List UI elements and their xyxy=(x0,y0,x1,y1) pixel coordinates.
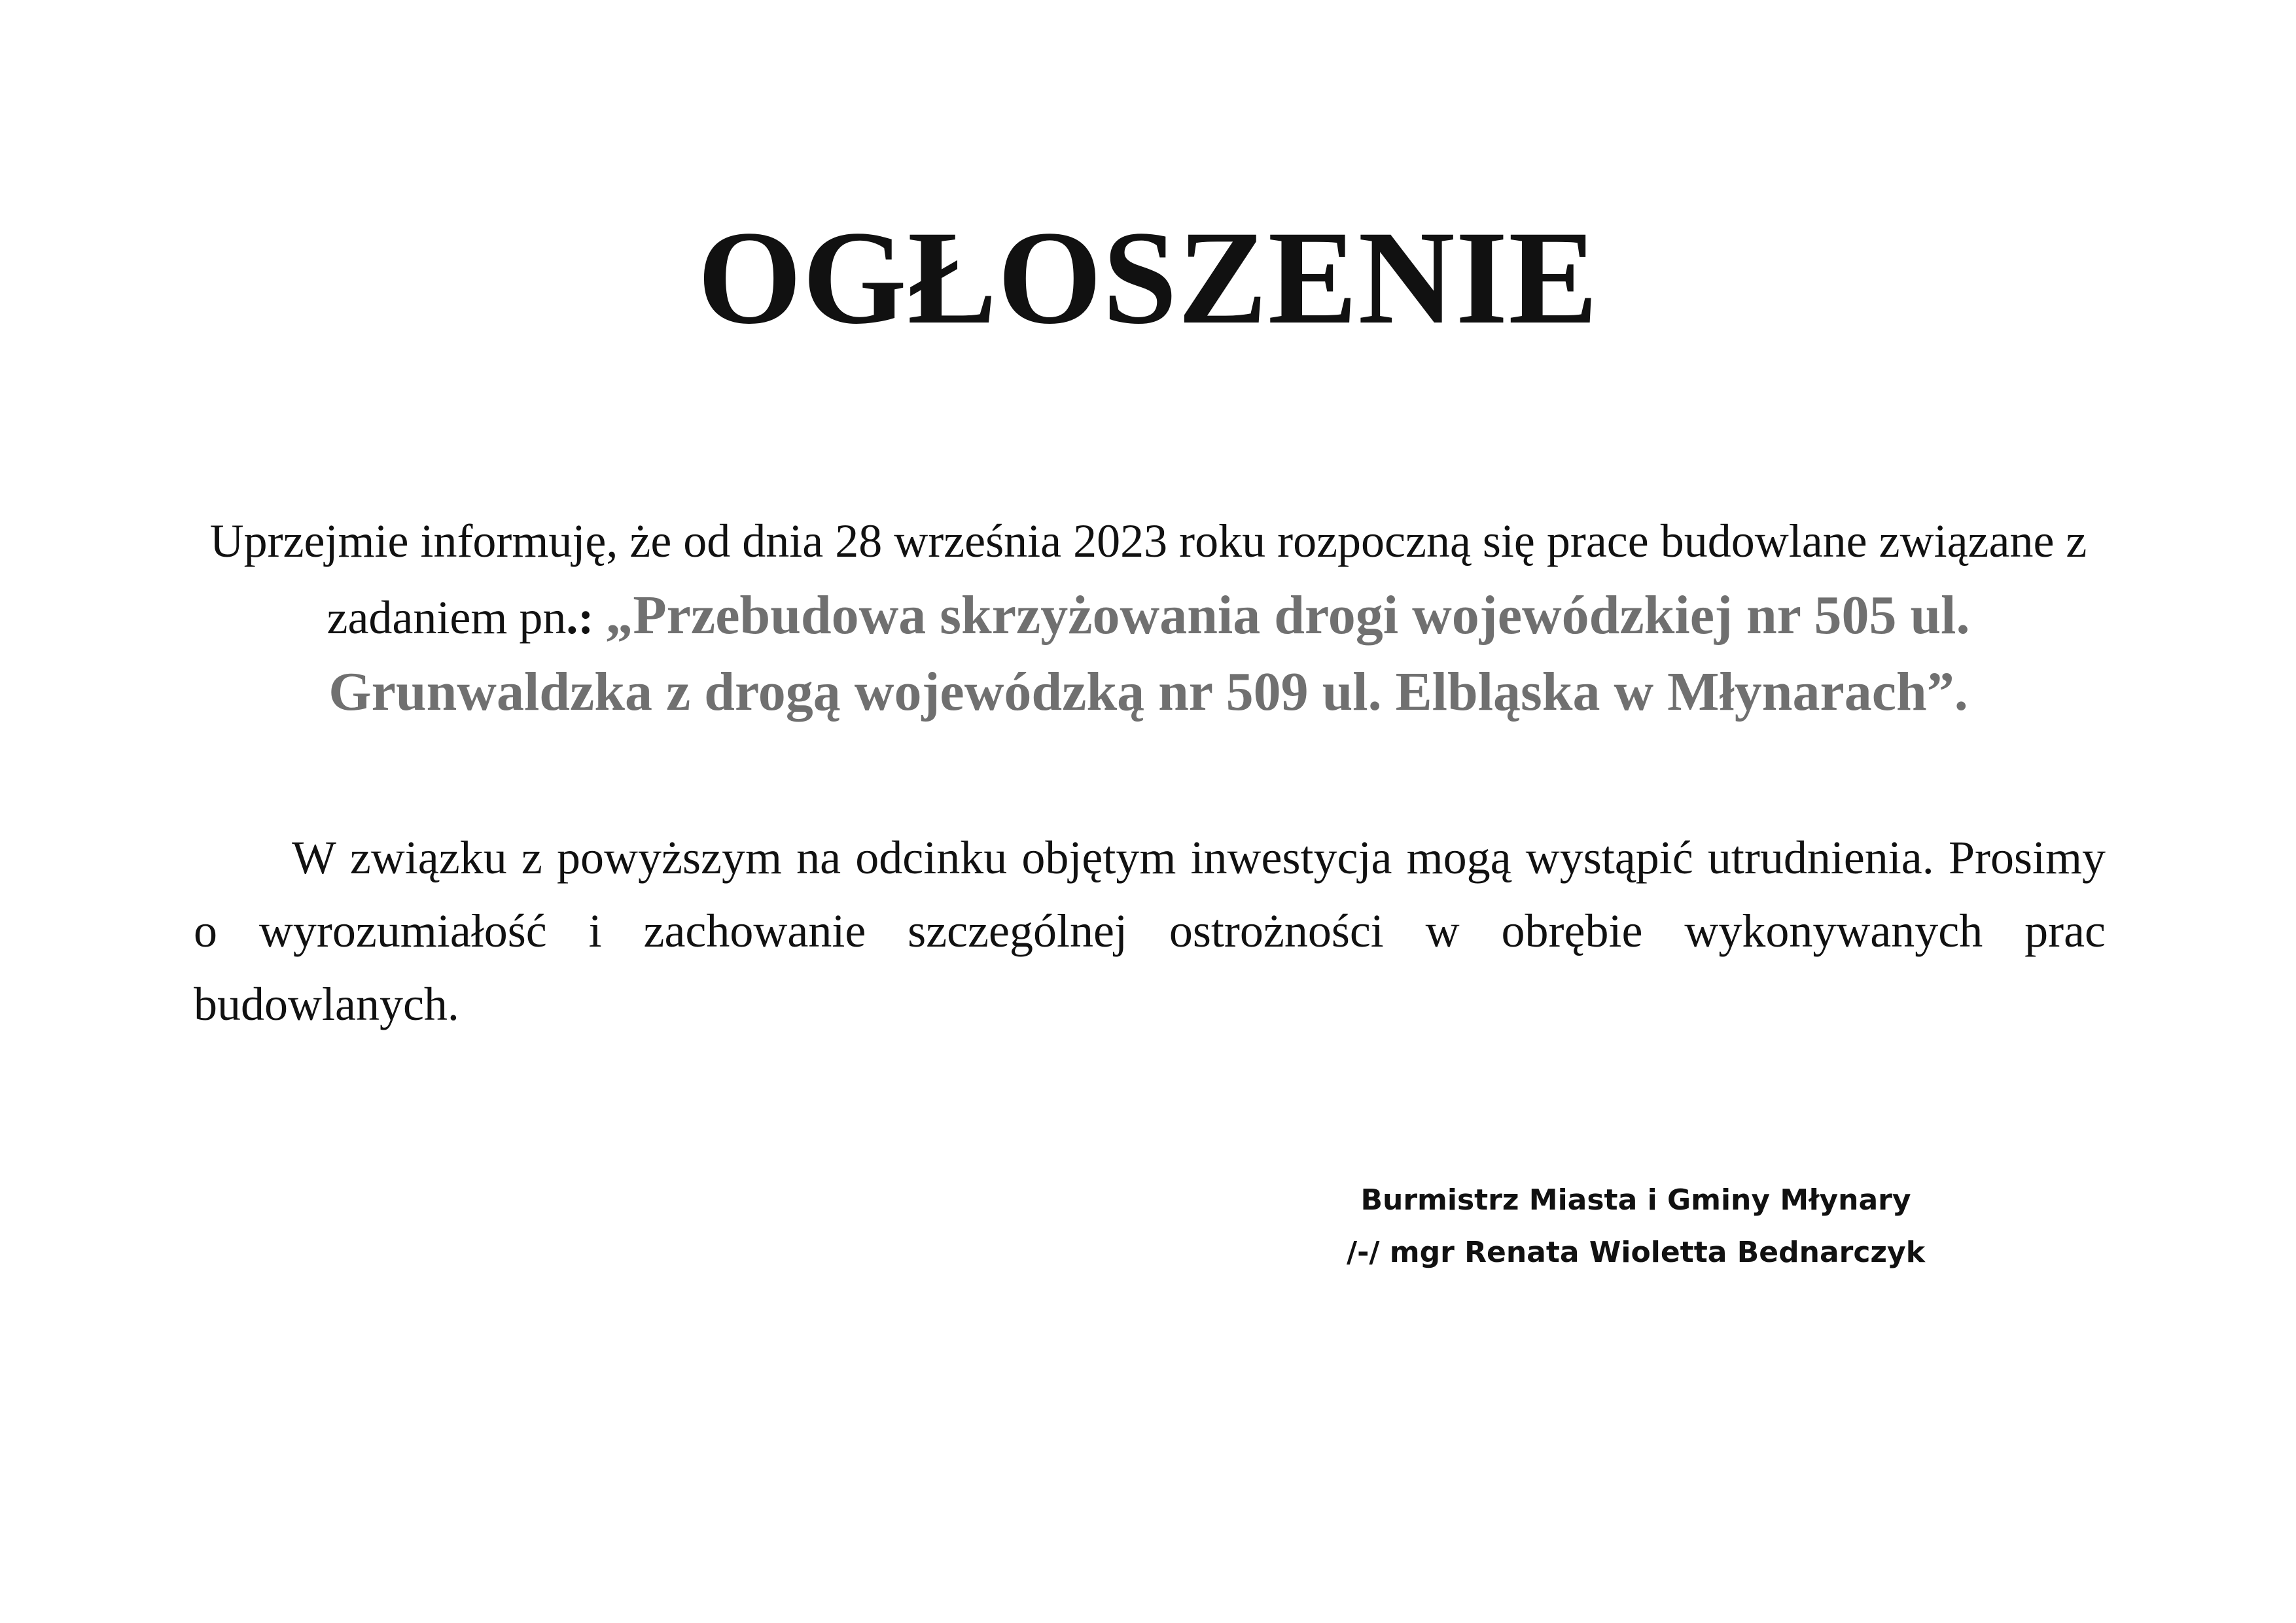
signature-name: /-/ mgr Renata Wioletta Bednarczyk xyxy=(1347,1236,1925,1269)
intro-colon: .: xyxy=(566,591,606,644)
project-name: „Przebudowa skrzyżowania drogi wojewódzkiej nr 505 ul. Grunwaldzka z drogą wojewódzką nr 509 ul. Elbląska w Młynarach”. xyxy=(328,585,1970,722)
signature-block xyxy=(1282,1174,1989,1279)
intro-paragraph xyxy=(196,504,2100,731)
signature-title: Burmistrz Miasta i Gminy Młynary xyxy=(1360,1183,1911,1217)
body-paragraph xyxy=(194,821,2106,1041)
document-title: OGŁOSZENIE xyxy=(697,203,1599,352)
body-text: W związku z powyższym na odcinku objętym inwestycja mogą wystąpić utrudnienia. Prosimy o wyrozumiałość i zachowanie szczególnej ostrożności w obrębie wykonywanych prac budowlanych. xyxy=(194,831,2106,1030)
intro-lead-text: Uprzejmie informuję, że od dnia 28 września 2023 roku rozpoczną się prace budowlane związane z zadaniem pn xyxy=(209,515,2087,644)
